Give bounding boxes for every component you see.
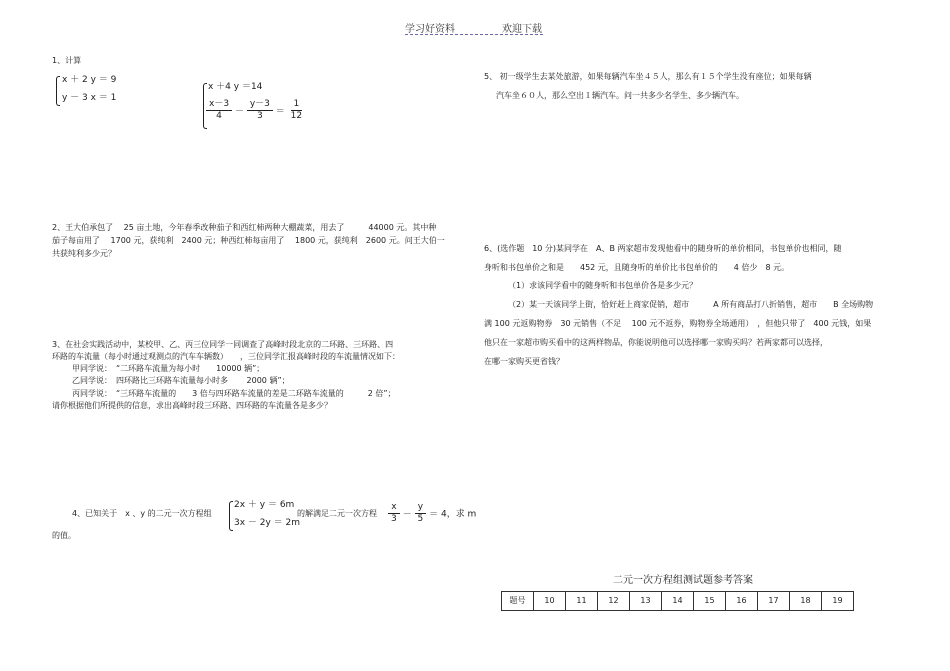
q1-sys1-eq1: x ＋ 2 y ＝ 9 <box>62 75 117 85</box>
q1-sys2-eq1: x ＋4 y ＝14 <box>208 82 263 92</box>
q3-line-3: 甲同学说： “二环路车流量为每小时 10000 辆”； <box>72 364 265 373</box>
q3-line-2: 环路的车流量（每小时通过观测点的汽车车辆数） ，三位同学汇报高峰时段的车流量情况如下： <box>52 352 400 361</box>
q2-line-1: 2、王大伯承包了 25 亩土地，今年春季改种茄子和西红柿两种大棚蔬菜，用去了 44000 元。其中种 <box>52 223 437 232</box>
q4-prefix: 4、已知关于 x 、y 的二元一次方程组 <box>72 509 212 518</box>
q1-frac-2: $\frac{y-3}{3}$ <box>247 99 273 123</box>
answer-number-cell: 14 <box>662 592 694 611</box>
q1-sys1-eq2: y － 3 x ＝ 1 <box>62 93 117 103</box>
q2-line-2: 茄子每亩用了 1700 元，获纯利 2400 元；种西红柿每亩用了 1800 元，获纯利 2600 元。问王大伯一 <box>52 236 445 245</box>
q3-line-5: 丙同学说： “三环路车流量的 3 倍与四环路车流量的差是二环路车流量的 2 倍”； <box>72 389 396 398</box>
q6-line-6: 他只在一家超市购买看中的这两样物品，你能说明他可以选择哪一家购买吗？若两家都可以选择， <box>484 338 828 347</box>
answer-number-cell: 11 <box>566 592 598 611</box>
q6-line-3: （1）求该同学看中的随身听和书包单价各是多少元？ <box>508 281 698 290</box>
q6-line-2: 身听和书包单价之和是 452 元，且随身听的单价比书包单价的 4 倍少 8 元。 <box>484 263 790 272</box>
q1-title: 1、计算 <box>52 56 82 65</box>
q4-equation: $\frac{x}{3}$ － $\frac{y}{5}$ ＝ 4，求 m <box>388 502 476 526</box>
q1-frac-3: $\frac{1}{12}$ <box>290 99 303 122</box>
q5-line-1: 5、 初一级学生去某处旅游，如果每辆汽车坐４５人，那么有１５个学生没有座位；如果每辆 <box>484 72 812 81</box>
answer-number-cell: 12 <box>598 592 630 611</box>
q1-sys1-brace <box>56 76 60 106</box>
q3-line-4: 乙同学说： 四环路比三环路车流量每小时多 2000 辆”； <box>72 376 290 385</box>
q4-sys-eq2: 3x － 2y ＝ 2m <box>234 518 301 528</box>
answer-number-cell: 19 <box>822 592 854 611</box>
q4-sys-brace <box>229 501 233 531</box>
answer-number-cell: 13 <box>630 592 662 611</box>
answer-header-cell: 题号 <box>502 592 534 611</box>
header-right: 欢迎下载 <box>502 24 542 35</box>
q5-line-2: 汽车坐６０人，那么空出１辆汽车。问一共多少名学生、多少辆汽车。 <box>496 91 744 100</box>
answer-title: 二元一次方程组测试题参考答案 <box>613 575 753 586</box>
answer-number-cell: 16 <box>726 592 758 611</box>
q6-line-5: 满 100 元返购物券 30 元销售（不足 100 元不返券，购物券全场通用） ，但他只带了 400 元钱，如果 <box>484 319 872 328</box>
q6-line-1: 6、(选作题 10 分)某同学在 A、B 两家超市发现他看中的随身听的单价相同，书包单价也相同，随 <box>484 244 842 253</box>
q6-line-7: 在哪一家购买更省钱？ <box>484 357 564 366</box>
q3-line-6: 请你根据他们所提供的信息，求出高峰时段三环路、四环路的车流量各是多少？ <box>52 401 332 410</box>
q4-middle: 的解满足二元一次方程 <box>297 509 377 518</box>
q1-sys2-eq2: $\frac{x-3}{4}$ － $\frac{y-3}{3}$ ＝ $\frac{1}{12}$ <box>206 99 305 123</box>
q4-line-2: 的值。 <box>52 531 76 540</box>
q3-line-1: 3、在社会实践活动中，某校甲、乙、丙三位同学一同调查了高峰时段北京的二环路、三环路、四 <box>52 340 394 349</box>
answer-number-cell: 17 <box>758 592 790 611</box>
q4-frac-y: $\frac{y}{5}$ <box>415 502 427 526</box>
q4-sys-eq1: 2x ＋ y ＝ 6m <box>234 500 295 510</box>
q6-line-4: （2）某一天该同学上街，恰好赶上商家促销，超市 A 所有商品打八折销售，超市 B 全场购物 <box>508 300 874 309</box>
q2-line-3: 共获纯利多少元？ <box>52 249 116 258</box>
header-underline <box>405 34 543 35</box>
answer-table-row <box>502 592 854 611</box>
answer-number-cell: 18 <box>790 592 822 611</box>
q4-frac-x: $\frac{x}{3}$ <box>388 502 400 526</box>
answer-number-cell: 15 <box>694 592 726 611</box>
answer-number-cell: 10 <box>534 592 566 611</box>
header-left: 学习好资料 <box>405 24 455 35</box>
answer-table <box>501 591 854 611</box>
q1-frac-1: $\frac{x-3}{4}$ <box>206 99 232 123</box>
